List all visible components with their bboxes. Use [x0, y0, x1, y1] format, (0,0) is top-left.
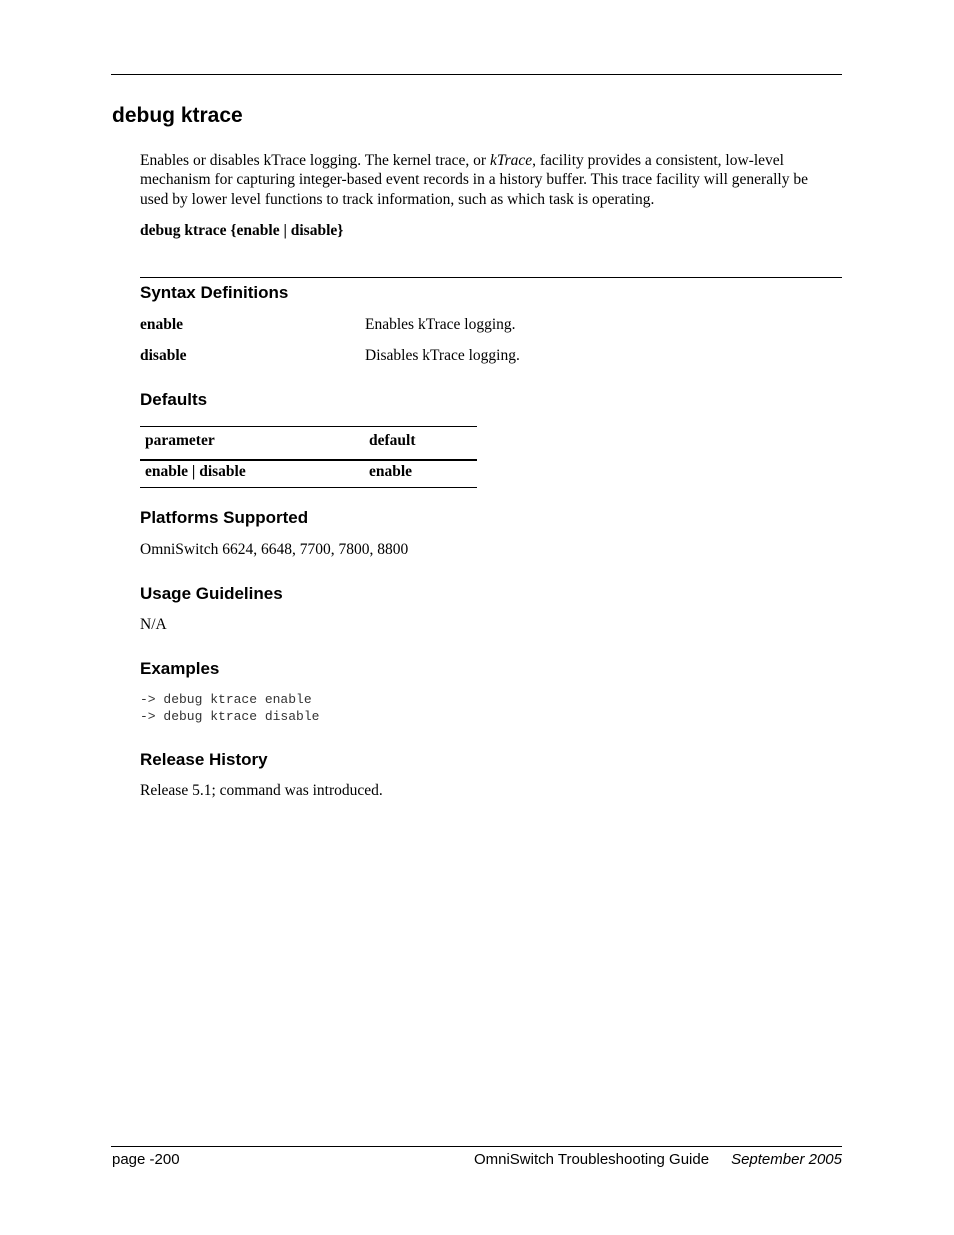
definition-description: Disables kTrace logging.: [365, 347, 520, 364]
table-bottom-rule: [140, 487, 477, 488]
footer-rule: [111, 1146, 842, 1147]
example-line: -> debug ktrace enable: [140, 692, 312, 707]
table-cell-parameter: enable | disable: [145, 463, 246, 480]
release-history-heading: Release History: [140, 750, 268, 769]
table-cell-default: enable: [369, 463, 413, 480]
table-header-rule: [140, 459, 477, 461]
intro-text-rest: , facility provides a consistent, low-level mechanism for capturing integer-based event records in a history buffer. This trace facility will generally be used by lower level functions to track information, such as which task is operating.: [140, 152, 808, 208]
intro-paragraph: [140, 151, 840, 209]
example-line: -> debug ktrace disable: [140, 709, 320, 724]
top-rule: [111, 74, 842, 75]
intro-text: Enables or disables kTrace logging. The kernel trace, or: [140, 152, 490, 169]
examples-heading: Examples: [140, 659, 220, 678]
guide-title: OmniSwitch Troubleshooting Guide: [473, 1151, 710, 1168]
section-rule: [140, 277, 842, 278]
publication-date: September 2005: [731, 1151, 842, 1168]
column-header-parameter: parameter: [145, 432, 215, 449]
platforms-heading: Platforms Supported: [140, 508, 309, 527]
defaults-heading: Defaults: [140, 390, 208, 409]
definition-term: enable: [140, 316, 184, 333]
usage-guidelines-heading: Usage Guidelines: [140, 584, 283, 603]
definition-term: disable: [140, 347, 187, 364]
platforms-text: OmniSwitch 6624, 6648, 7700, 7800, 8800: [140, 541, 409, 558]
table-top-rule: [140, 426, 477, 427]
syntax-definitions-heading: Syntax Definitions: [140, 283, 289, 302]
page-title: debug ktrace: [112, 104, 243, 127]
footer-title-date: [474, 1151, 842, 1168]
usage-guidelines-text: N/A: [140, 616, 167, 633]
examples-code-block: [140, 691, 319, 725]
definition-description: Enables kTrace logging.: [365, 316, 516, 333]
release-history-text: Release 5.1; command was introduced.: [140, 782, 383, 799]
page-number: page -200: [112, 1151, 180, 1168]
command-syntax: debug ktrace {enable | disable}: [140, 222, 344, 239]
intro-italic-term: kTrace: [489, 152, 533, 169]
column-header-default: default: [369, 432, 416, 449]
